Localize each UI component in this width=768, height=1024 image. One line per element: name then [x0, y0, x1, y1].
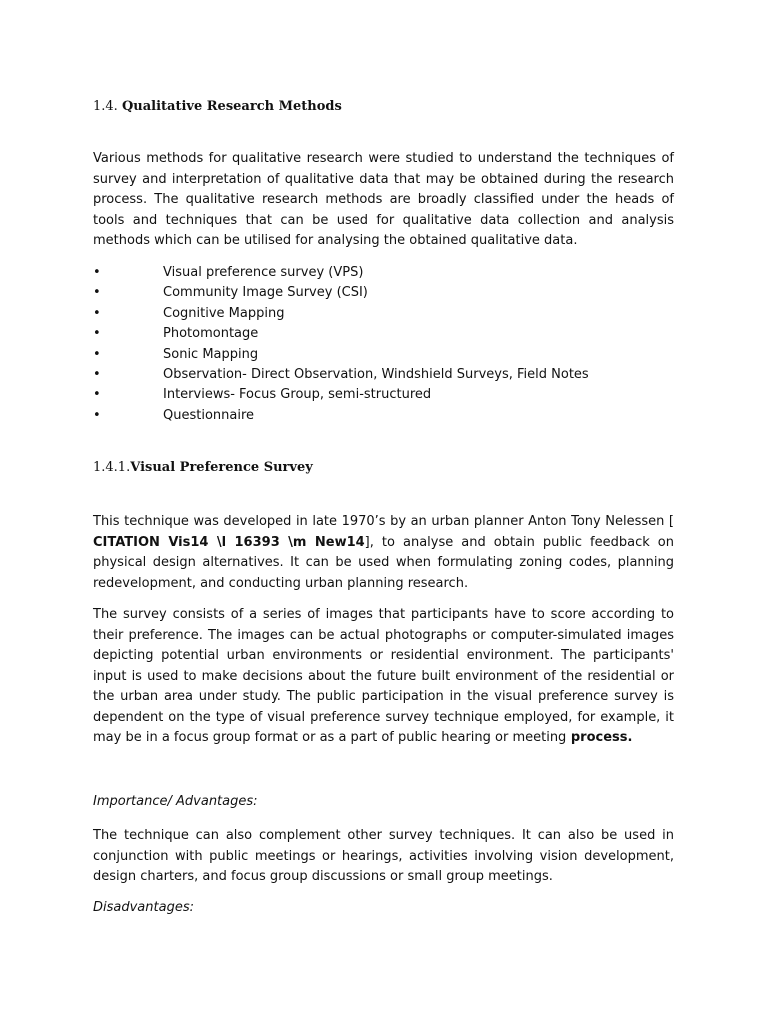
- subsection-number: 1.4.1.: [93, 460, 131, 475]
- section-title: Qualitative Research Methods: [121, 99, 342, 114]
- bullet-marker: •: [93, 407, 101, 423]
- bullet-marker: •: [93, 387, 101, 403]
- advantages-label: Importance/ Advantages:: [93, 794, 258, 809]
- subsection-title: Visual Preference Survey: [130, 460, 313, 475]
- list-item: • Community Image Survey (CSI): [93, 283, 589, 303]
- vps-paragraph-history: This technique was developed in late 1970’s by an urban planner Anton Tony Nelessen [ CITATION Vis14 \l 16393 \m New14], to analyse and obtain public feedback on physical design alternatives. It can be used when formulating zoning codes, planning redevelopment, and conducting urban planning research.: [93, 514, 674, 591]
- section-heading: [93, 99, 342, 114]
- list-item: • Observation- Direct Observation, Windshield Surveys, Field Notes: [93, 365, 589, 385]
- advantages-paragraph: The technique can also complement other survey techniques. It can also be used in conjunction with public meetings or hearings, activities involving vision development, design charters, and focus group discussions or small group meetings.: [93, 828, 674, 884]
- list-item: • Interviews- Focus Group, semi-structured: [93, 385, 589, 405]
- list-item: • Cognitive Mapping: [93, 304, 589, 324]
- vps-paragraph-description: The survey consists of a series of images that participants have to score according to their preference. The images can be actual photographs or computer-simulated images depicting potential urban environments or residential environment. The participants' input is used to make decisions about the future built environment of the residential or the urban area under study. The public participation in the visual preference survey is dependent on the type of visual preference survey technique employed, for example, it may be in a focus group format or as a part of public hearing or meeting process.: [93, 607, 674, 745]
- list-item: • Sonic Mapping: [93, 345, 589, 365]
- section-number: 1.4.: [93, 99, 118, 114]
- list-item: • Visual preference survey (VPS): [93, 263, 589, 283]
- list-item: • Questionnaire: [93, 406, 589, 426]
- bullet-marker: •: [93, 305, 101, 321]
- citation-field: CITATION Vis14 \l 16393 \m New14: [93, 534, 365, 550]
- bullet-marker: •: [93, 285, 101, 301]
- disadvantages-label: Disadvantages:: [93, 900, 194, 915]
- bullet-marker: •: [93, 326, 101, 342]
- bullet-marker: •: [93, 367, 101, 383]
- methods-list: [93, 263, 589, 426]
- intro-paragraph: Various methods for qualitative research were studied to understand the techniques of survey and interpretation of qualitative data that may be obtained during the research process. The qualitative research methods are broadly classified under the heads of tools and techniques that can be used for qualitative data collection and analysis methods which can be utilised for analysing the obtained qualitative data.: [93, 151, 674, 248]
- bullet-marker: •: [93, 265, 101, 280]
- subsection-heading: [93, 460, 313, 475]
- list-item: • Photomontage: [93, 324, 589, 344]
- bullet-marker: •: [93, 346, 101, 362]
